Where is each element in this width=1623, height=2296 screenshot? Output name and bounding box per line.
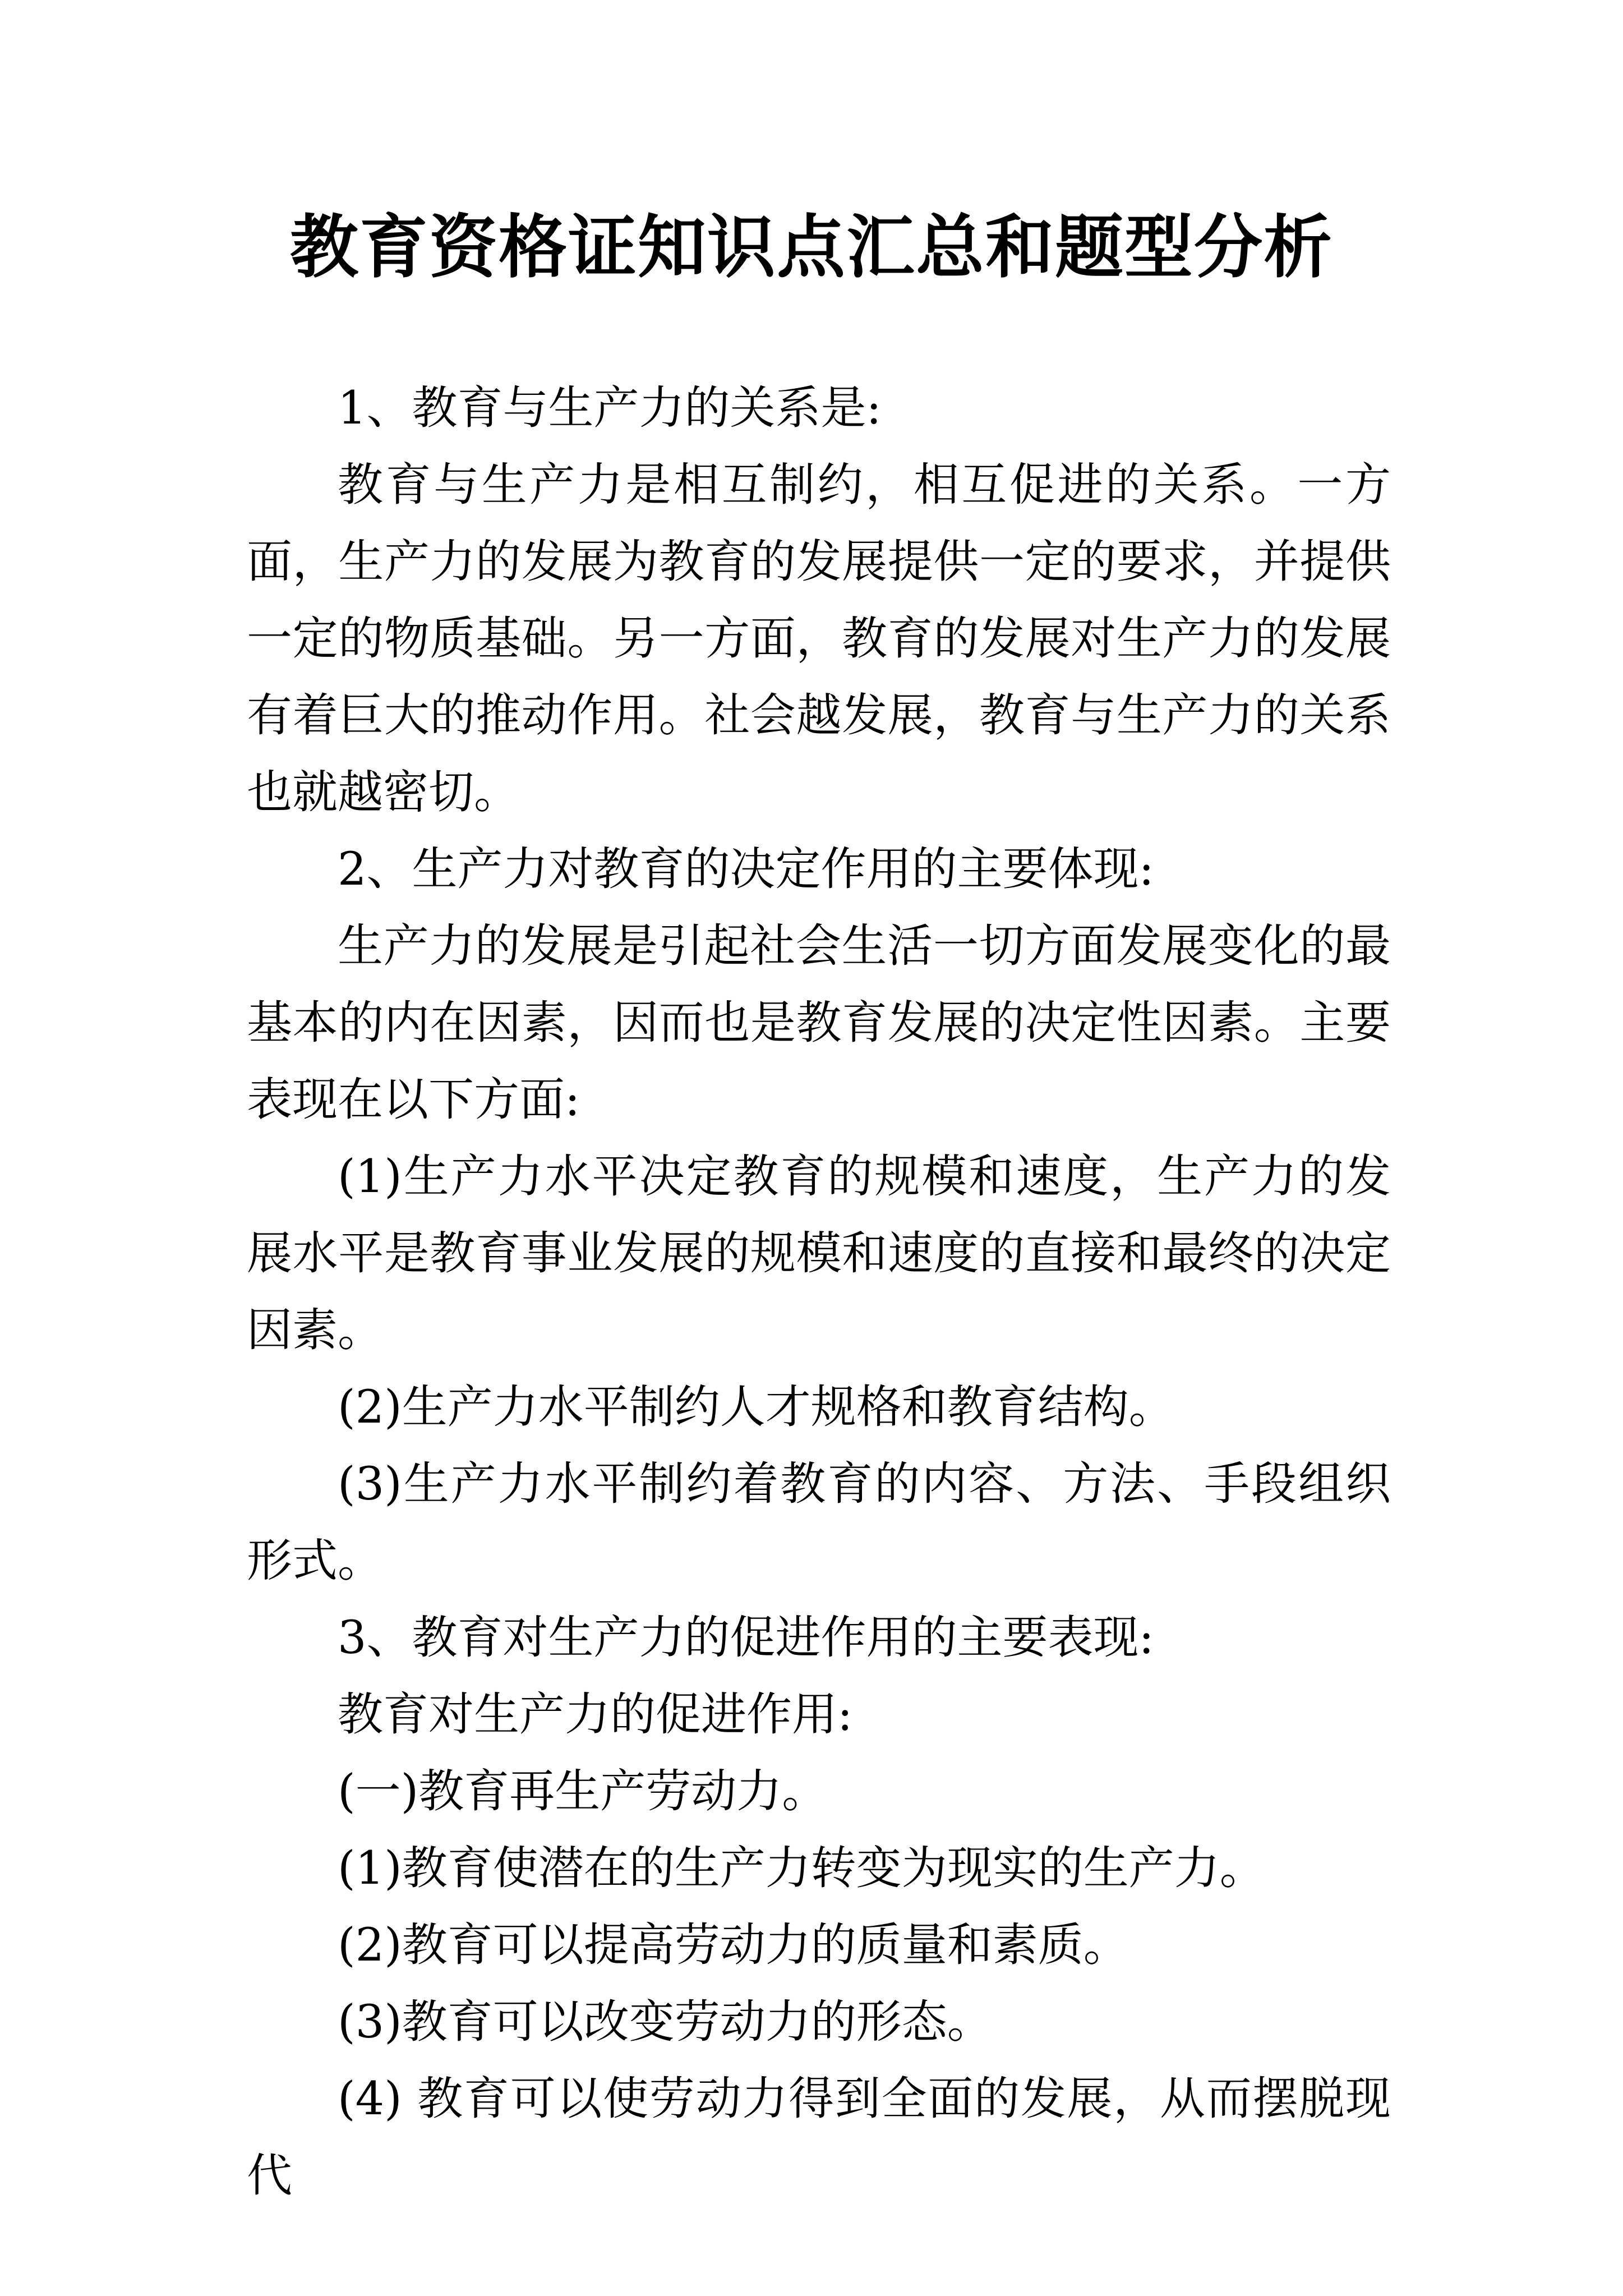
paragraph: 生产力的发展是引起社会生活一切方面发展变化的最基本的内在因素，因而也是教育发展的决定性因素。主要表现在以下方面: <box>247 920 1391 1126</box>
list-item: (2)教育可以提高劳动力的质量和素质。 <box>338 1919 1129 1972</box>
list-item: (4) 教育可以使劳动力得到全面的发展，从而摆脱现代 <box>247 2073 1391 2202</box>
list-item: (一)教育再生产劳动力。 <box>338 1765 828 1818</box>
document-body <box>247 370 1391 2215</box>
paragraph: 教育对生产力的促进作用: <box>338 1688 853 1741</box>
list-item: (3)教育可以改变劳动力的形态。 <box>338 1996 993 2049</box>
list-item: (1)生产力水平决定教育的规模和速度，生产力的发展水平是教育事业发展的规模和速度的直接和最终的决定因素。 <box>247 1151 1391 1357</box>
list-item: (2)生产力水平制约人才规格和教育结构。 <box>338 1381 1174 1434</box>
paragraph: 教育与生产力是相互制约，相互促进的关系。一方面，生产力的发展为教育的发展提供一定的要求，并提供一定的物质基础。另一方面，教育的发展对生产力的发展有着巨大的推动作用。社会越发展，教育与生产力的关系也就越密切。 <box>247 459 1391 819</box>
document-title: 教育资格证知识点汇总和题型分析 <box>290 206 1333 287</box>
paragraph-heading-3: 3、教育对生产力的促进作用的主要表现: <box>338 1612 1154 1664</box>
list-item: (3)生产力水平制约着教育的内容、方法、手段组织形式。 <box>247 1458 1391 1588</box>
list-item: (1)教育使潜在的生产力转变为现实的生产力。 <box>338 1842 1265 1895</box>
paragraph-heading-1: 1、教育与生产力的关系是: <box>338 382 882 435</box>
paragraph-heading-2: 2、生产力对教育的决定作用的主要体现: <box>338 843 1154 896</box>
